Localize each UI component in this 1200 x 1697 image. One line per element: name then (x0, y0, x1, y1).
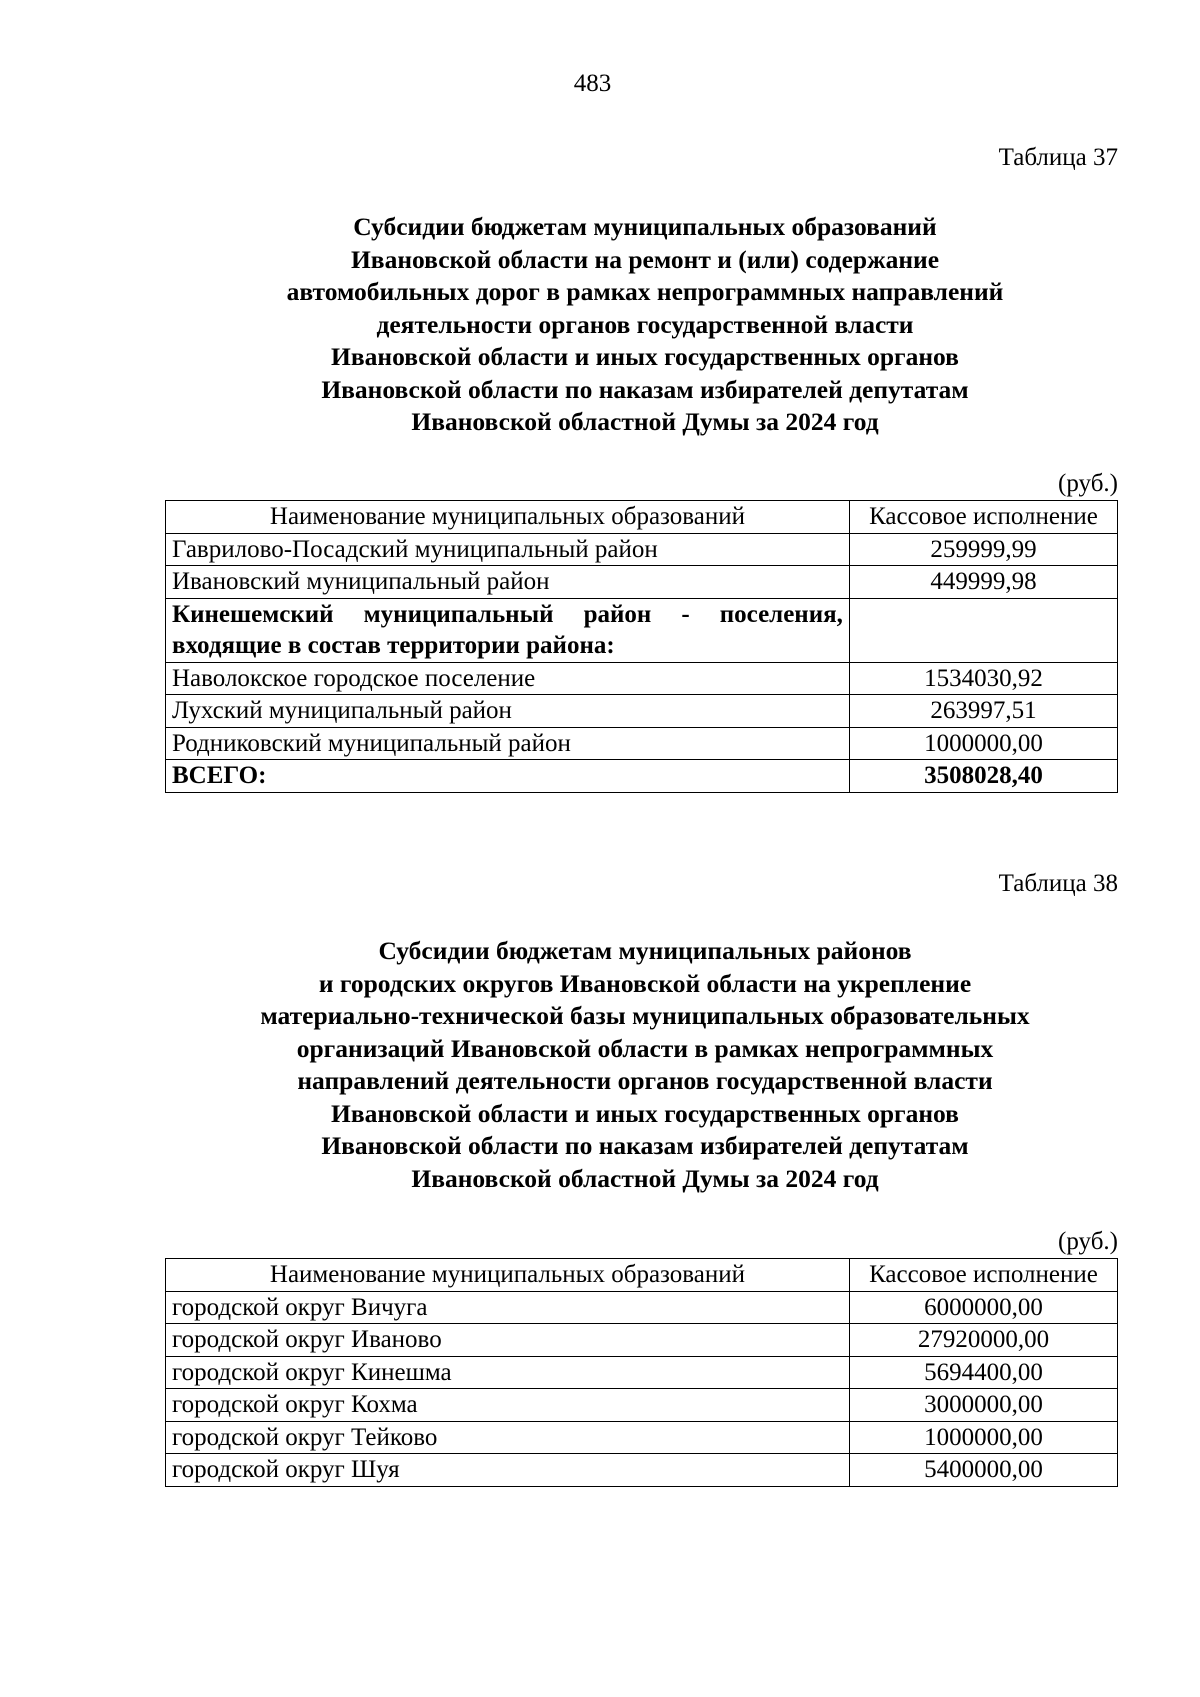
row-value: 1534030,92 (849, 662, 1117, 695)
row-name: городской округ Иваново (166, 1324, 850, 1357)
table-row (166, 1356, 1118, 1389)
title-line: материально-технической базы муниципальных образовательных (260, 1001, 1030, 1030)
table-row (166, 1389, 1118, 1422)
row-name: Кинешемский муниципальный район - поселения, входящие в состав территории района: (166, 598, 850, 662)
row-name: Ивановский муниципальный район (166, 566, 850, 599)
row-value: 5400000,00 (849, 1454, 1117, 1487)
table-header-row (166, 501, 1118, 534)
row-name: Наволокское городское поселение (166, 662, 850, 695)
title-line: Ивановской области на ремонт и (или) содержание (350, 244, 940, 274)
table-row (166, 695, 1118, 728)
page-number: 483 (573, 70, 612, 97)
table-38-unit: (руб.) (1058, 1228, 1118, 1255)
table-row (166, 1421, 1118, 1454)
title-line: Ивановской области по наказам избирателей депутатам (321, 374, 969, 404)
table-row (166, 533, 1118, 566)
table-37-label: Таблица 37 (998, 144, 1118, 171)
title-line: Субсидии бюджетам муниципальных образований (353, 212, 937, 241)
row-value: 1000000,00 (849, 1421, 1117, 1454)
title-line: Ивановской области и иных государственных органов (331, 342, 959, 371)
table-37 (165, 500, 1118, 793)
row-value: 449999,98 (849, 566, 1117, 599)
title-line: Субсидии бюджетам муниципальных районов (378, 936, 912, 965)
table-row (166, 1291, 1118, 1324)
row-value: 263997,51 (849, 695, 1117, 728)
header-value: Кассовое исполнение (849, 1259, 1117, 1292)
row-name: Лухский муниципальный район (166, 695, 850, 728)
total-label: ВСЕГО: (166, 760, 850, 793)
header-name: Наименование муниципальных образований (166, 1259, 850, 1292)
row-value: 6000000,00 (849, 1291, 1117, 1324)
title-line: Ивановской области по наказам избирателей депутатам (321, 1131, 969, 1160)
title-line: Ивановской областной Думы за 2024 год (411, 407, 879, 436)
table-row (166, 566, 1118, 599)
title-line: автомобильных дорог в рамках непрограммных направлений (286, 277, 1004, 306)
row-name: городской округ Кохма (166, 1389, 850, 1422)
row-value: 1000000,00 (849, 727, 1117, 760)
table-37-unit: (руб.) (1058, 470, 1118, 497)
row-name: городской округ Шуя (166, 1454, 850, 1487)
table-total-row (166, 760, 1118, 793)
row-name: городской округ Кинешма (166, 1356, 850, 1389)
row-name: Родниковский муниципальный район (166, 727, 850, 760)
row-value: 27920000,00 (849, 1324, 1117, 1357)
table-38-label: Таблица 38 (998, 870, 1118, 897)
row-name: городской округ Вичуга (166, 1291, 850, 1324)
title-line: деятельности органов государственной власти (376, 309, 914, 339)
row-value (849, 598, 1117, 662)
row-name: Гаврилово-Посадский муниципальный район (166, 533, 850, 566)
table-row (166, 1454, 1118, 1487)
table-row (166, 727, 1118, 760)
table-38-title (160, 935, 1130, 1195)
header-value: Кассовое исполнение (849, 501, 1117, 534)
table-row (166, 662, 1118, 695)
header-name: Наименование муниципальных образований (166, 501, 850, 534)
title-line: Ивановской областной Думы за 2024 год (411, 1163, 879, 1193)
total-value: 3508028,40 (849, 760, 1117, 793)
table-row (166, 1324, 1118, 1357)
table-37-title (160, 211, 1130, 439)
row-value: 3000000,00 (849, 1389, 1117, 1422)
table-row (166, 598, 1118, 662)
title-line: направлений деятельности органов государственной власти (297, 1066, 993, 1095)
title-line: организаций Ивановской области в рамках непрограммных (296, 1033, 994, 1063)
row-name: городской округ Тейково (166, 1421, 850, 1454)
row-value: 5694400,00 (849, 1356, 1117, 1389)
title-line: Ивановской области и иных государственных органов (331, 1098, 959, 1128)
row-value: 259999,99 (849, 533, 1117, 566)
table-header-row (166, 1259, 1118, 1292)
table-38 (165, 1258, 1118, 1487)
title-line: и городских округов Ивановской области на укрепление (318, 968, 972, 998)
